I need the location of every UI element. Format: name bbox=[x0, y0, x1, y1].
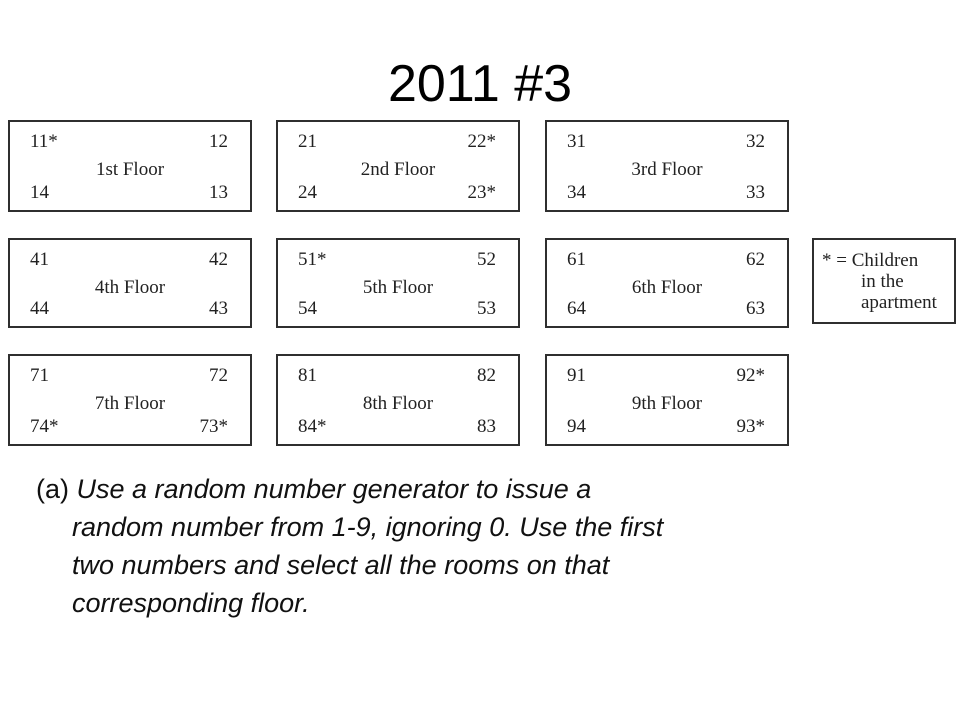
room-number: 64 bbox=[567, 298, 586, 319]
room-number: 73* bbox=[199, 416, 228, 437]
room-number: 81 bbox=[298, 365, 317, 386]
floor-label: 3rd Floor bbox=[631, 159, 703, 180]
room-number: 34 bbox=[567, 182, 586, 203]
room-number: 22* bbox=[467, 131, 496, 152]
question-line: two numbers and select all the rooms on that bbox=[72, 550, 610, 580]
room-number: 31 bbox=[567, 131, 586, 152]
floor-box-8 bbox=[276, 354, 520, 446]
room-number: 44 bbox=[30, 298, 49, 319]
room-number: 32 bbox=[746, 131, 765, 152]
room-number: 93* bbox=[736, 416, 765, 437]
room-number: 42 bbox=[209, 249, 228, 270]
question-label: (a) bbox=[36, 474, 69, 504]
floor-box-3 bbox=[545, 120, 789, 212]
room-number: 84* bbox=[298, 416, 327, 437]
floor-label: 1st Floor bbox=[95, 159, 165, 180]
floor-box-6 bbox=[545, 238, 789, 328]
floor-box-5 bbox=[276, 238, 520, 328]
floor-box-9 bbox=[545, 354, 789, 446]
room-number: 63 bbox=[746, 298, 765, 319]
room-number: 41 bbox=[30, 249, 49, 270]
room-number: 13 bbox=[209, 182, 228, 203]
floor-label: 8th Floor bbox=[362, 393, 434, 414]
room-number: 62 bbox=[746, 249, 765, 270]
room-number: 83 bbox=[477, 416, 496, 437]
room-number: 74* bbox=[30, 416, 59, 437]
room-number: 91 bbox=[567, 365, 586, 386]
room-number: 71 bbox=[30, 365, 49, 386]
room-number: 23* bbox=[467, 182, 496, 203]
room-number: 61 bbox=[567, 249, 586, 270]
room-number: 33 bbox=[746, 182, 765, 203]
room-number: 92* bbox=[736, 365, 765, 386]
floor-label: 4th Floor bbox=[94, 277, 166, 298]
legend-line: apartment bbox=[861, 292, 937, 313]
room-number: 14 bbox=[30, 182, 49, 203]
room-number: 94 bbox=[567, 416, 586, 437]
room-number: 21 bbox=[298, 131, 317, 152]
room-number: 54 bbox=[298, 298, 317, 319]
room-number: 82 bbox=[477, 365, 496, 386]
floor-box-7 bbox=[8, 354, 252, 446]
floor-box-2 bbox=[276, 120, 520, 212]
room-number: 51* bbox=[298, 249, 327, 270]
slide-title: 2011 #3 bbox=[387, 55, 573, 113]
floor-label: 7th Floor bbox=[94, 393, 166, 414]
room-number: 72 bbox=[209, 365, 228, 386]
floor-label: 9th Floor bbox=[631, 393, 703, 414]
floor-box-4 bbox=[8, 238, 252, 328]
children-legend bbox=[812, 238, 956, 324]
floor-label: 2nd Floor bbox=[360, 159, 436, 180]
floor-box-1 bbox=[8, 120, 252, 212]
room-number: 52 bbox=[477, 249, 496, 270]
question-text bbox=[36, 470, 926, 622]
room-number: 11* bbox=[30, 131, 58, 152]
question-line: random number from 1-9, ignoring 0. Use the first bbox=[72, 512, 664, 542]
question-line: Use a random number generator to issue a bbox=[76, 474, 592, 504]
room-number: 43 bbox=[209, 298, 228, 319]
legend-line: in the bbox=[861, 271, 904, 292]
room-number: 24 bbox=[298, 182, 317, 203]
room-number: 12 bbox=[209, 131, 228, 152]
floor-label: 6th Floor bbox=[631, 277, 703, 298]
floor-label: 5th Floor bbox=[362, 277, 434, 298]
legend-line: * = Children bbox=[822, 250, 919, 271]
question-line: corresponding floor. bbox=[72, 588, 310, 618]
room-number: 53 bbox=[477, 298, 496, 319]
